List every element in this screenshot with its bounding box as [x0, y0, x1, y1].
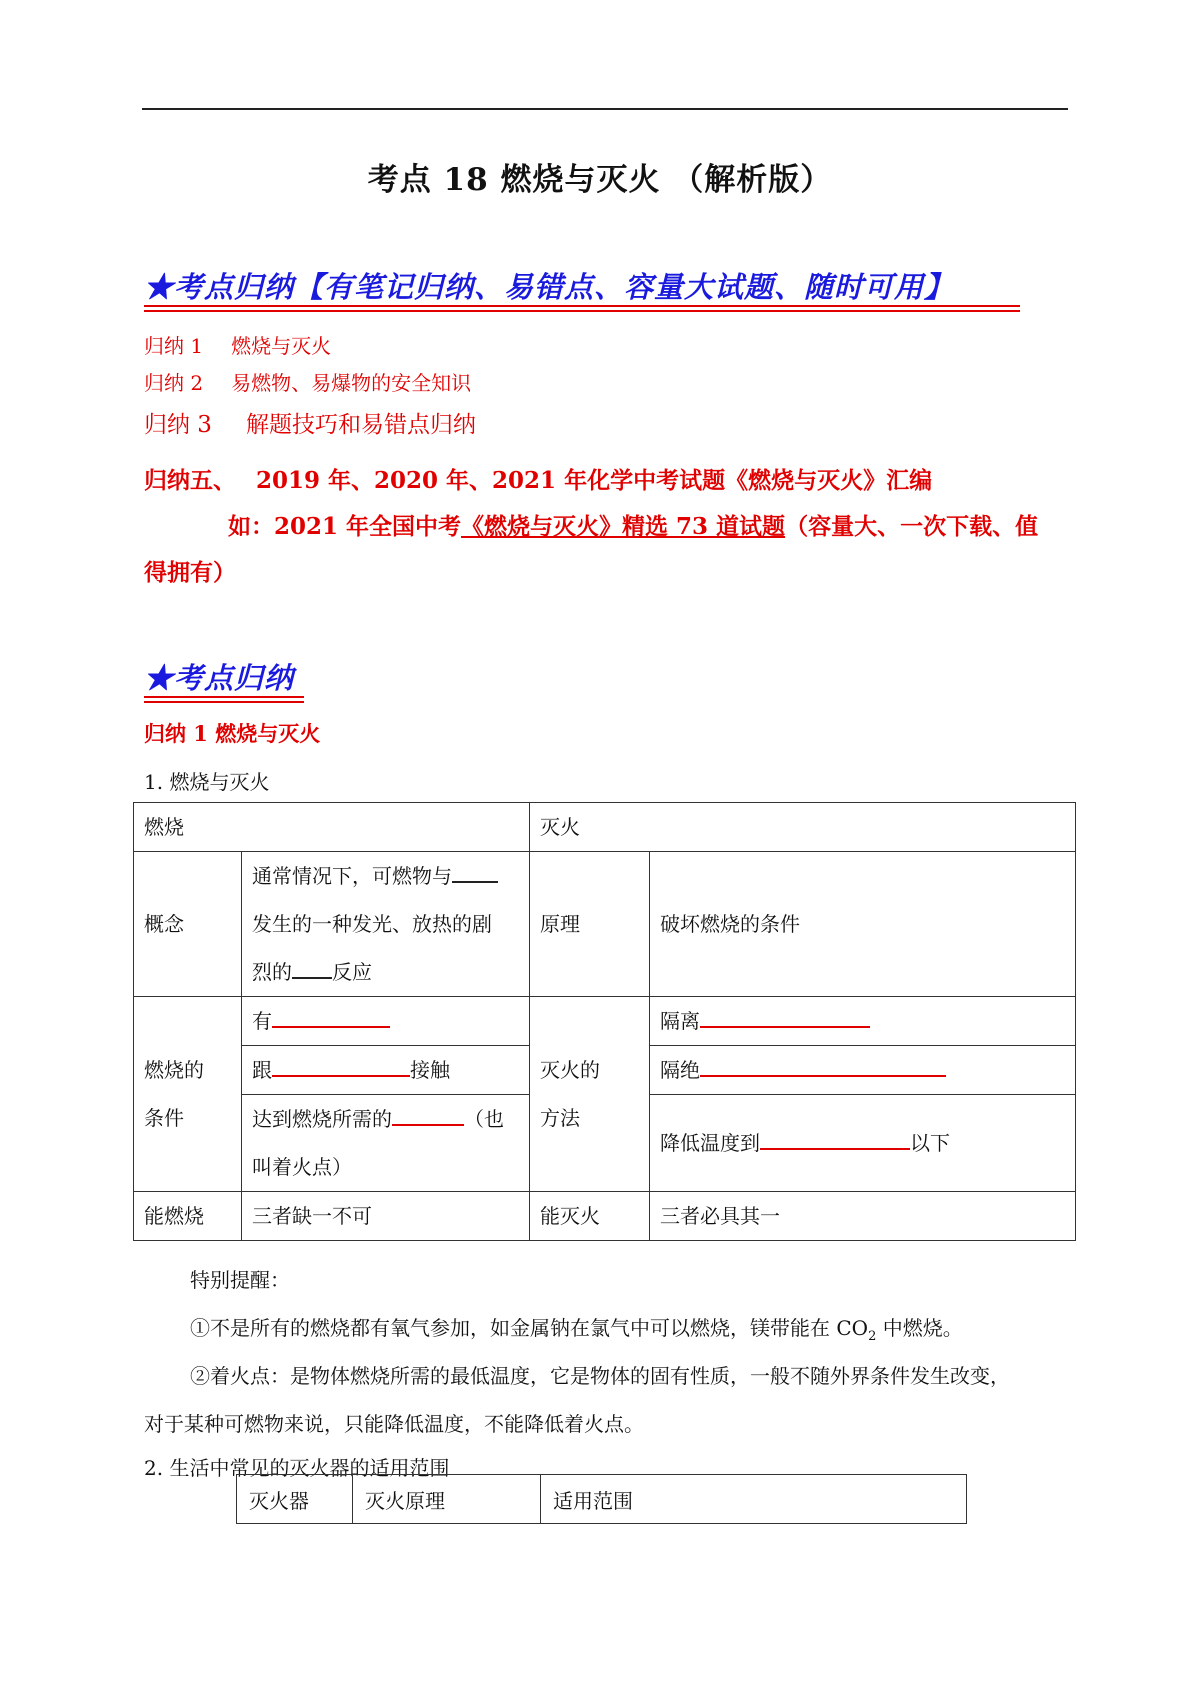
can-extinguish-label: 能灭火 [530, 1192, 650, 1241]
toc-item-1-text: 燃烧与灭火 [231, 334, 332, 358]
concept-text-1: 通常情况下，可燃物与 [252, 864, 452, 888]
section-banner-underline [144, 696, 304, 698]
reminder-2-cont: 对于某种可燃物来说，只能降低温度，不能降低着火点。 [144, 1412, 644, 1436]
can-extinguish-text: 三者必具其一 [650, 1192, 1076, 1241]
method-1 [650, 997, 1076, 1046]
concept-cell [242, 852, 530, 997]
condition-2-text-b: 接触 [410, 1058, 450, 1082]
reminder-1 [190, 1312, 963, 1344]
reminder-title: 特别提醒： [190, 1268, 290, 1292]
toc-item-3[interactable] [144, 406, 476, 439]
concept-text-3b: 反应 [332, 960, 372, 984]
header-rule [142, 108, 1068, 110]
section-banner [144, 656, 294, 697]
section-banner-underline-2 [144, 701, 304, 703]
table-header-extinguish: 灭火 [530, 803, 1076, 852]
toc-item-2[interactable] [144, 367, 471, 396]
condition-3-text-a: 达到燃烧所需的 [252, 1107, 392, 1131]
condition-3 [242, 1095, 530, 1192]
method-1-text: 隔离 [660, 1009, 700, 1033]
method-3-text-a: 降低温度到 [660, 1131, 760, 1155]
can-burn-text: 三者缺一不可 [242, 1192, 530, 1241]
method-label-2: 方法 [540, 1106, 580, 1130]
table2-col-2: 灭火原理 [353, 1475, 541, 1524]
blank-5[interactable] [392, 1123, 464, 1126]
item-1-title: 1. 燃烧与灭火 [144, 770, 270, 794]
condition-2-text-a: 跟 [252, 1058, 272, 1082]
condition-label-2: 条件 [144, 1106, 184, 1130]
blank-8[interactable] [760, 1147, 910, 1150]
method-label [530, 997, 650, 1192]
reminder-1-text-b: 中燃烧。 [876, 1316, 963, 1340]
concept-text-3a: 烈的 [252, 960, 292, 984]
blank-2[interactable] [292, 976, 332, 979]
method-2-text: 隔绝 [660, 1058, 700, 1082]
toc-example-link[interactable]: 《燃烧与灭火》精选 73 道试题 [461, 513, 786, 540]
toc-item-5-text: 2019 年、2020 年、2021 年化学中考试题《燃烧与灭火》汇编 [256, 467, 933, 494]
toc-item-3-text: 解题技巧和易错点归纳 [245, 412, 476, 438]
toc-item-2-label: 归纳 2 [144, 371, 204, 395]
blank-6[interactable] [700, 1025, 870, 1028]
toc-example-suffix: （容量大、一次下载、值 [785, 513, 1039, 540]
table2-col-3: 适用范围 [541, 1475, 967, 1524]
page-title: 考点 18 燃烧与灭火 （解析版） [367, 162, 833, 198]
table-header-combustion: 燃烧 [134, 803, 530, 852]
toc-item-1-label: 归纳 1 [144, 334, 204, 358]
blank-4[interactable] [272, 1074, 410, 1077]
method-2 [650, 1046, 1076, 1095]
condition-label [134, 997, 242, 1192]
method-label-1: 灭火的 [540, 1058, 600, 1082]
condition-3-text-b: （也 [464, 1107, 504, 1131]
condition-1-text: 有 [252, 1009, 272, 1033]
section-heading: 归纳 1 燃烧与灭火 [144, 721, 321, 746]
banner-underline-2 [144, 310, 1020, 312]
concept-text-2: 发生的一种发光、放热的剧 [252, 912, 492, 936]
reminder-1-text: ①不是所有的燃烧都有氧气参加，如金属钠在氯气中可以燃烧，镁带能在 CO [190, 1316, 869, 1340]
toc-item-5-label: 归纳五、 [144, 467, 236, 494]
condition-1 [242, 997, 530, 1046]
summary-banner-text: ★考点归纳【有笔记归纳、易错点、容量大试题、随时可用】 [144, 270, 955, 304]
method-3 [650, 1095, 1076, 1192]
condition-label-1: 燃烧的 [144, 1058, 204, 1082]
toc-example-prefix: 如：2021 年全国中考 [228, 513, 462, 540]
condition-2 [242, 1046, 530, 1095]
toc-item-5[interactable] [144, 462, 932, 495]
blank-7[interactable] [700, 1074, 946, 1077]
method-3-text-b: 以下 [910, 1131, 950, 1155]
summary-banner [144, 265, 954, 306]
blank-1[interactable] [452, 880, 498, 883]
item-2-title: 2. 生活中常见的灭火器的适用范围 [144, 1456, 450, 1480]
section-banner-text: ★考点归纳 [144, 661, 295, 695]
toc-example [228, 508, 1038, 541]
toc-item-2-text: 易燃物、易爆物的安全知识 [231, 371, 472, 395]
combustion-table [133, 802, 1076, 1241]
principle-text: 破坏燃烧的条件 [650, 852, 1076, 997]
banner-underline [144, 305, 1020, 307]
toc-item-1[interactable] [144, 330, 331, 359]
extinguisher-table [236, 1474, 967, 1524]
condition-3-text-c: 叫着火点） [252, 1155, 352, 1179]
blank-3[interactable] [272, 1025, 390, 1028]
table2-col-1: 灭火器 [237, 1475, 353, 1524]
reminder-1-subscript: 2 [868, 1329, 877, 1344]
toc-example-cont: 得拥有） [144, 559, 236, 586]
reminder-2: ②着火点：是物体燃烧所需的最低温度，它是物体的固有性质，一般不随外界条件发生改变， [190, 1364, 1010, 1388]
toc-item-3-label: 归纳 3 [144, 412, 212, 438]
can-burn-label: 能燃烧 [134, 1192, 242, 1241]
concept-label: 概念 [134, 852, 242, 997]
principle-label: 原理 [530, 852, 650, 997]
